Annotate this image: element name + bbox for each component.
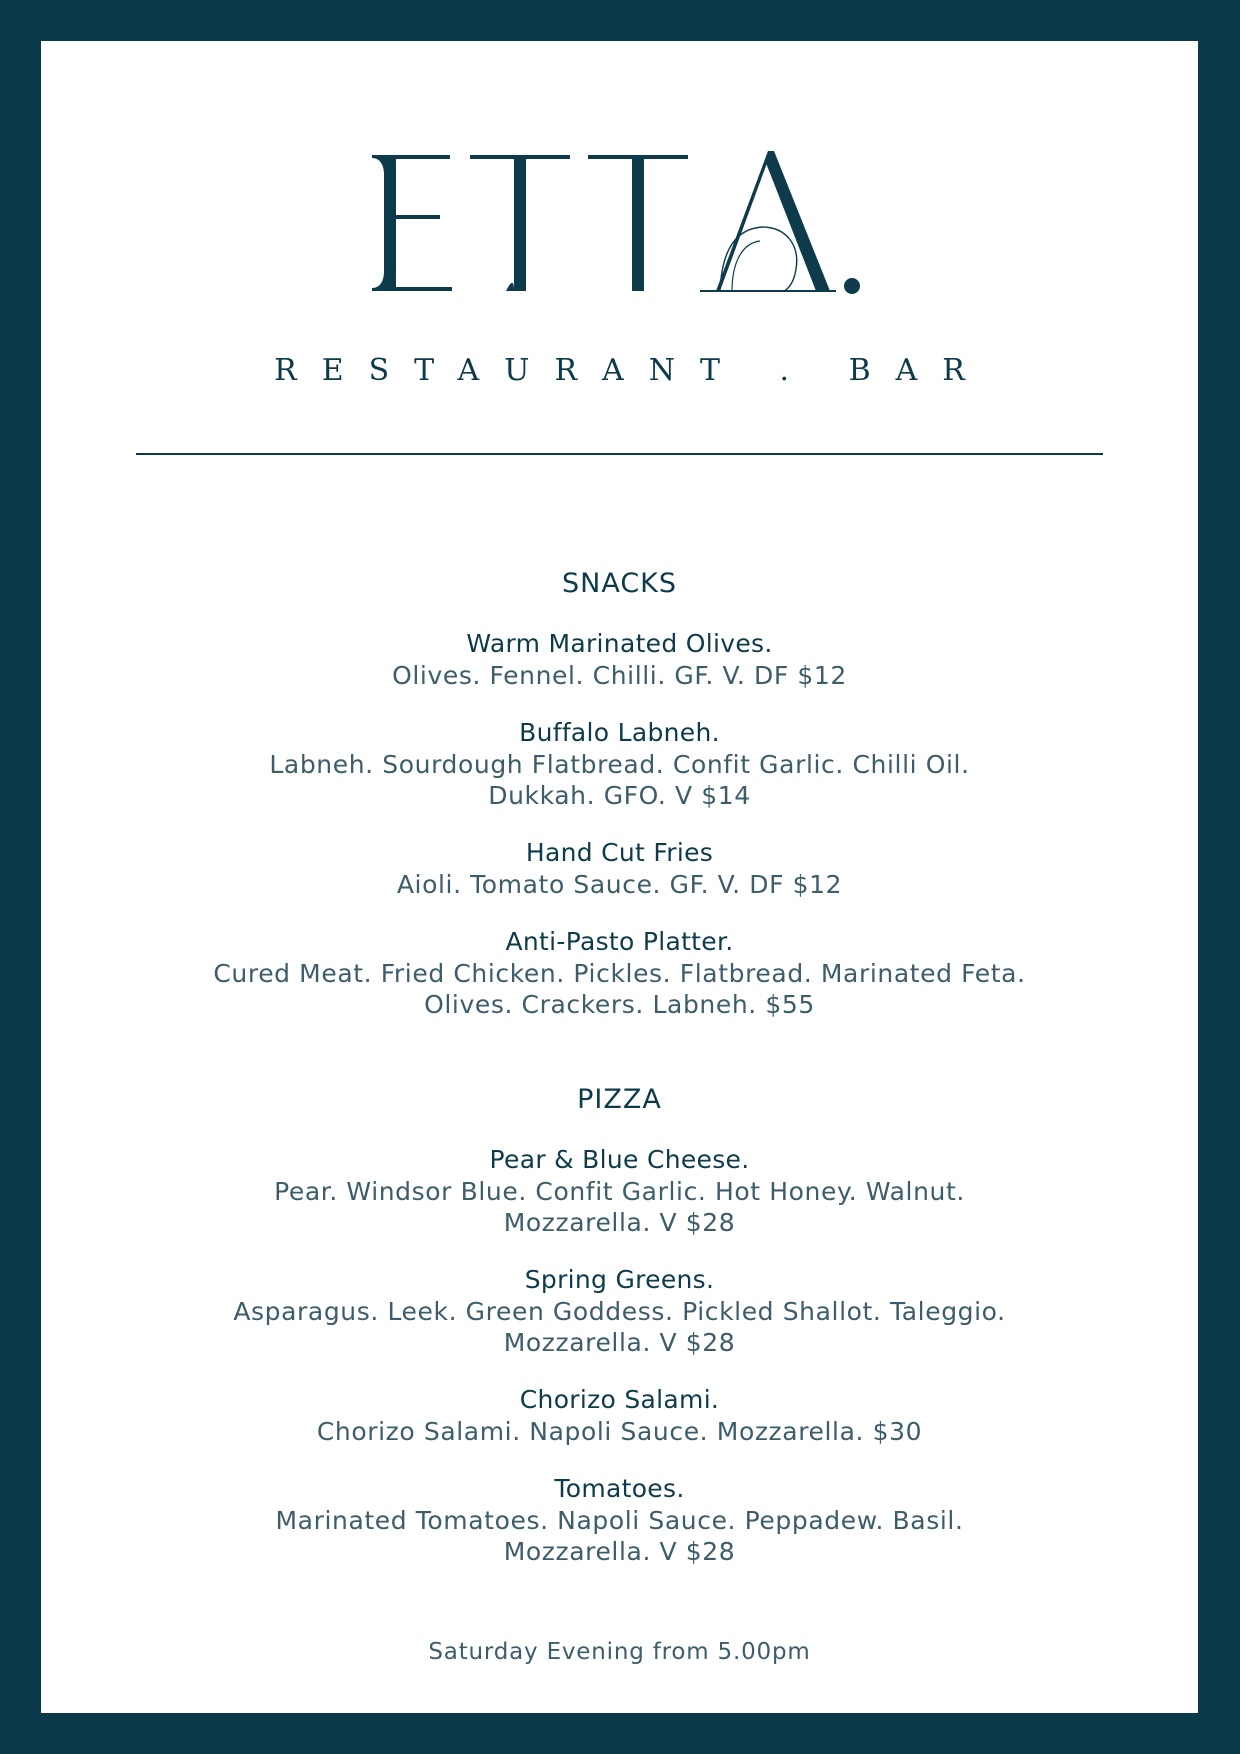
item-description-line: Chorizo Salami. Napoli Sauce. Mozzarella. $30: [316, 1417, 923, 1446]
item-description: [41, 749, 1198, 811]
menu-item: [41, 717, 1198, 811]
item-description: [41, 1176, 1198, 1238]
item-description: [41, 1296, 1198, 1358]
subtitle: RESTAURANT . BAR: [274, 353, 990, 388]
menu-item: [41, 1144, 1198, 1238]
item-name: Chorizo Salami.: [519, 1385, 720, 1414]
item-description-line: Cured Meat. Fried Chicken. Pickles. Flatbread. Marinated Feta.: [213, 959, 1026, 988]
menu-item: [41, 1384, 1198, 1447]
section-heading: PIZZA: [577, 1084, 662, 1115]
item-description: [41, 1505, 1198, 1567]
item-name: Anti-Pasto Platter.: [505, 927, 734, 956]
item-description: [41, 660, 1198, 691]
etta-logo-mark: [360, 141, 880, 311]
item-name: Buffalo Labneh.: [519, 718, 720, 747]
item-description-line: Dukkah. GFO. V $14: [488, 781, 751, 810]
section-pizza: [41, 1082, 1198, 1567]
item-name: Pear & Blue Cheese.: [489, 1145, 750, 1174]
item-description-line: Pear. Windsor Blue. Confit Garlic. Hot Honey. Walnut.: [274, 1177, 965, 1206]
item-description-line: Labneh. Sourdough Flatbread. Confit Garlic. Chilli Oil.: [269, 750, 970, 779]
item-description-line: Mozzarella. V $28: [503, 1328, 736, 1357]
item-name: Hand Cut Fries: [525, 838, 714, 867]
item-description: [41, 1416, 1198, 1447]
section-heading: SNACKS: [561, 568, 678, 599]
logo: [41, 141, 1198, 311]
section-snacks: [41, 566, 1198, 1020]
menu-item: [41, 1473, 1198, 1567]
menu-page: [41, 41, 1198, 1713]
item-name: Spring Greens.: [524, 1265, 715, 1294]
item-description-line: Asparagus. Leek. Green Goddess. Pickled Shallot. Taleggio.: [233, 1297, 1006, 1326]
menu-item: [41, 628, 1198, 691]
menu-item: [41, 837, 1198, 900]
item-description-line: Olives. Crackers. Labneh. $55: [424, 990, 815, 1019]
item-description-line: Aioli. Tomato Sauce. GF. V. DF $12: [396, 870, 843, 899]
divider: [136, 453, 1103, 455]
service-hours: Saturday Evening from 5.00pm: [428, 1639, 811, 1665]
menu-item: [41, 926, 1198, 1020]
item-description-line: Mozzarella. V $28: [503, 1537, 736, 1566]
menu-item: [41, 1264, 1198, 1358]
item-description-line: Mozzarella. V $28: [503, 1208, 736, 1237]
item-name: Warm Marinated Olives.: [466, 629, 773, 658]
item-description-line: Marinated Tomatoes. Napoli Sauce. Peppadew. Basil.: [275, 1506, 964, 1535]
item-description: [41, 869, 1198, 900]
menu-content: [41, 566, 1198, 1567]
item-name: Tomatoes.: [554, 1474, 685, 1503]
item-description-line: Olives. Fennel. Chilli. GF. V. DF $12: [392, 661, 847, 690]
item-description: [41, 958, 1198, 1020]
